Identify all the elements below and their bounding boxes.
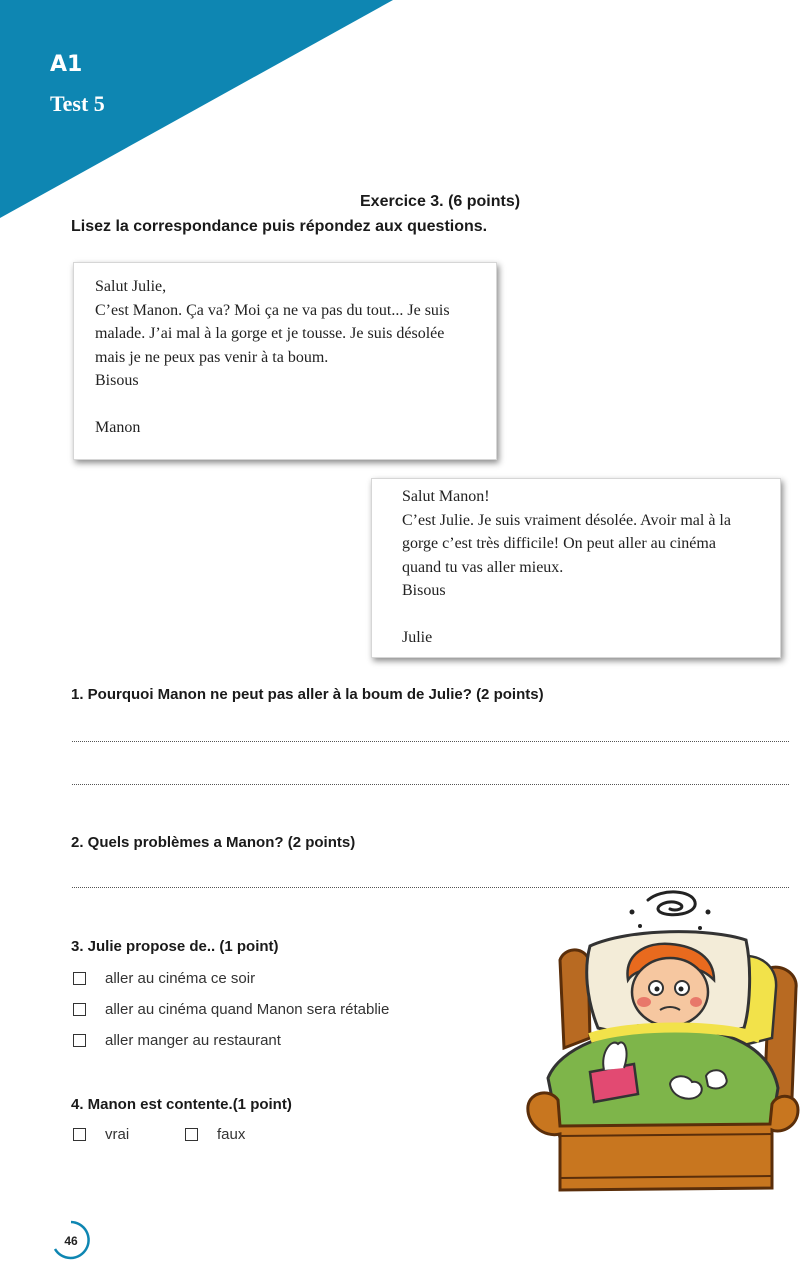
letter-line: Bisous (402, 582, 446, 599)
letter-card-manon (73, 262, 497, 460)
question-4: 4. Manon est contente.(1 point) (71, 1096, 292, 1113)
option-label: vrai (105, 1126, 130, 1143)
checkbox[interactable] (185, 1128, 198, 1141)
option-row (73, 1126, 129, 1143)
letter-line: malade. J’ai mal à la gorge et je tousse. Je suis désolée (95, 325, 445, 342)
answer-line[interactable] (72, 741, 789, 742)
exercise-title: Exercice 3. (6 points) (360, 193, 521, 210)
letter-line: mais je ne peux pas venir à ta boum. (95, 348, 329, 366)
letter-line: C’est Julie. Je suis vraiment désolée. Avoir mal à la (402, 511, 731, 529)
letter-line: Salut Manon! (402, 488, 490, 505)
letter-line: Salut Julie, (95, 278, 167, 295)
option-label: aller au cinéma quand Manon sera rétablie (105, 1001, 390, 1018)
option-label: aller manger au restaurant (105, 1032, 281, 1049)
test-label: Test 5 (50, 91, 105, 116)
question-3: 3. Julie propose de.. (1 point) (71, 938, 279, 955)
letter-line: Bisous (95, 372, 139, 389)
page-number: 46 (64, 1234, 78, 1248)
question-2: 2. Quels problèmes a Manon? (2 points) (71, 834, 356, 851)
checkbox[interactable] (73, 972, 86, 985)
exercise-instruction: Lisez la correspondance puis répondez aux questions. (71, 218, 488, 235)
option-row (73, 1001, 389, 1018)
letter-line: gorge c’est très difficile! On peut aller au cinéma (402, 535, 716, 552)
letter-line: C’est Manon. Ça va? Moi ça ne va pas du tout... Je suis (95, 301, 450, 319)
letter-card-julie (371, 478, 781, 658)
answer-line[interactable] (72, 784, 789, 785)
checkbox[interactable] (73, 1034, 86, 1047)
checkbox[interactable] (73, 1128, 86, 1141)
option-row (73, 1032, 281, 1049)
letter-signature: Manon (95, 419, 141, 436)
letter-signature: Julie (402, 629, 433, 646)
sick-child-in-bed-illustration (520, 888, 800, 1210)
option-row (73, 970, 255, 987)
level-label: A1 (50, 52, 83, 77)
option-row (185, 1126, 245, 1143)
checkbox[interactable] (73, 1003, 86, 1016)
option-label: aller au cinéma ce soir (105, 970, 256, 987)
question-1: 1. Pourquoi Manon ne peut pas aller à la boum de Julie? (2 points) (71, 686, 544, 703)
letter-line: quand tu vas aller mieux. (402, 558, 564, 576)
option-label: faux (217, 1126, 246, 1143)
